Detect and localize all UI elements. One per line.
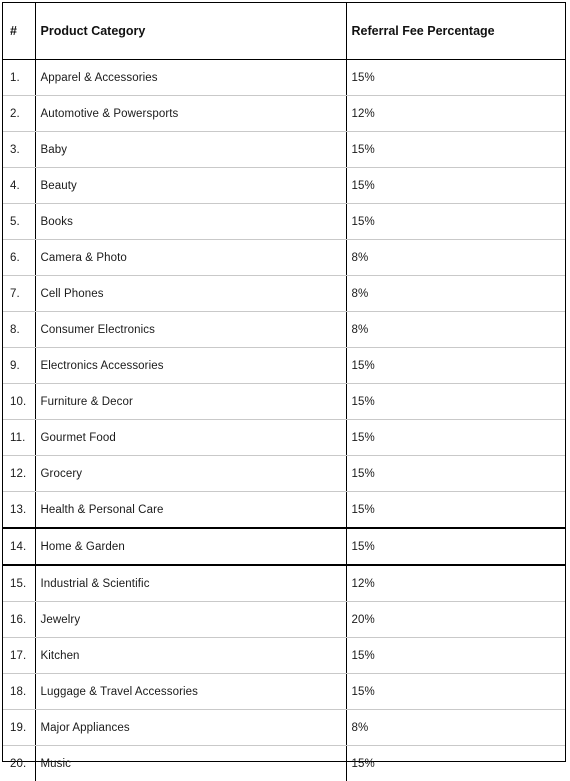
category-cell: Baby bbox=[35, 132, 346, 168]
table-row bbox=[3, 348, 565, 384]
fee-cell: 8% bbox=[346, 276, 565, 312]
row-number-cell: 10. bbox=[3, 384, 35, 420]
table-row bbox=[3, 132, 565, 168]
category-cell: Major Appliances bbox=[35, 710, 346, 746]
fee-cell: 15% bbox=[346, 492, 565, 529]
fee-cell: 15% bbox=[346, 168, 565, 204]
table-row bbox=[3, 384, 565, 420]
table-row bbox=[3, 456, 565, 492]
row-number-cell: 18. bbox=[3, 674, 35, 710]
category-cell: Music bbox=[35, 746, 346, 781]
table-row bbox=[3, 492, 565, 529]
table-row bbox=[3, 312, 565, 348]
row-number-cell: 19. bbox=[3, 710, 35, 746]
category-cell: Industrial & Scientific bbox=[35, 565, 346, 602]
row-number-cell: 7. bbox=[3, 276, 35, 312]
column-header-fee: Referral Fee Percentage bbox=[346, 3, 565, 60]
category-cell: Grocery bbox=[35, 456, 346, 492]
table-row bbox=[3, 96, 565, 132]
category-cell: Health & Personal Care bbox=[35, 492, 346, 529]
table-row bbox=[3, 168, 565, 204]
category-cell: Beauty bbox=[35, 168, 346, 204]
row-number-cell: 16. bbox=[3, 602, 35, 638]
fee-cell: 8% bbox=[346, 240, 565, 276]
fee-cell: 15% bbox=[346, 638, 565, 674]
category-cell: Cell Phones bbox=[35, 276, 346, 312]
category-cell: Luggage & Travel Accessories bbox=[35, 674, 346, 710]
category-cell: Jewelry bbox=[35, 602, 346, 638]
fee-cell: 15% bbox=[346, 60, 565, 96]
fee-cell: 8% bbox=[346, 710, 565, 746]
fee-cell: 15% bbox=[346, 674, 565, 710]
row-number-cell: 9. bbox=[3, 348, 35, 384]
fee-cell: 15% bbox=[346, 746, 565, 781]
table-row bbox=[3, 746, 565, 781]
row-number-cell: 8. bbox=[3, 312, 35, 348]
column-header-category: Product Category bbox=[35, 3, 346, 60]
table-row bbox=[3, 204, 565, 240]
fee-cell: 15% bbox=[346, 384, 565, 420]
table-row bbox=[3, 276, 565, 312]
row-number-cell: 6. bbox=[3, 240, 35, 276]
category-cell: Gourmet Food bbox=[35, 420, 346, 456]
fee-cell: 8% bbox=[346, 312, 565, 348]
category-cell: Electronics Accessories bbox=[35, 348, 346, 384]
fee-cell: 15% bbox=[346, 456, 565, 492]
table-header-row bbox=[3, 3, 565, 60]
table-row bbox=[3, 710, 565, 746]
row-number-cell: 15. bbox=[3, 565, 35, 602]
row-number-cell: 12. bbox=[3, 456, 35, 492]
row-number-cell: 13. bbox=[3, 492, 35, 529]
category-cell: Furniture & Decor bbox=[35, 384, 346, 420]
fee-cell: 12% bbox=[346, 565, 565, 602]
table-row bbox=[3, 528, 565, 565]
fee-cell: 20% bbox=[346, 602, 565, 638]
table-row bbox=[3, 674, 565, 710]
fee-cell: 15% bbox=[346, 528, 565, 565]
row-number-cell: 20. bbox=[3, 746, 35, 781]
fee-cell: 12% bbox=[346, 96, 565, 132]
row-number-cell: 5. bbox=[3, 204, 35, 240]
row-number-cell: 14. bbox=[3, 528, 35, 565]
category-cell: Books bbox=[35, 204, 346, 240]
table-row bbox=[3, 602, 565, 638]
column-header-number: # bbox=[3, 3, 35, 60]
row-number-cell: 3. bbox=[3, 132, 35, 168]
fee-cell: 15% bbox=[346, 420, 565, 456]
category-cell: Automotive & Powersports bbox=[35, 96, 346, 132]
row-number-cell: 17. bbox=[3, 638, 35, 674]
row-number-cell: 4. bbox=[3, 168, 35, 204]
row-number-cell: 1. bbox=[3, 60, 35, 96]
category-cell: Apparel & Accessories bbox=[35, 60, 346, 96]
category-cell: Consumer Electronics bbox=[35, 312, 346, 348]
category-cell: Home & Garden bbox=[35, 528, 346, 565]
table-row bbox=[3, 240, 565, 276]
category-cell: Kitchen bbox=[35, 638, 346, 674]
referral-fee-table bbox=[3, 3, 565, 781]
table-row bbox=[3, 60, 565, 96]
fee-cell: 15% bbox=[346, 204, 565, 240]
category-cell: Camera & Photo bbox=[35, 240, 346, 276]
row-number-cell: 2. bbox=[3, 96, 35, 132]
table-row bbox=[3, 565, 565, 602]
table-row bbox=[3, 420, 565, 456]
fee-cell: 15% bbox=[346, 348, 565, 384]
table-row bbox=[3, 638, 565, 674]
row-number-cell: 11. bbox=[3, 420, 35, 456]
fee-cell: 15% bbox=[346, 132, 565, 168]
